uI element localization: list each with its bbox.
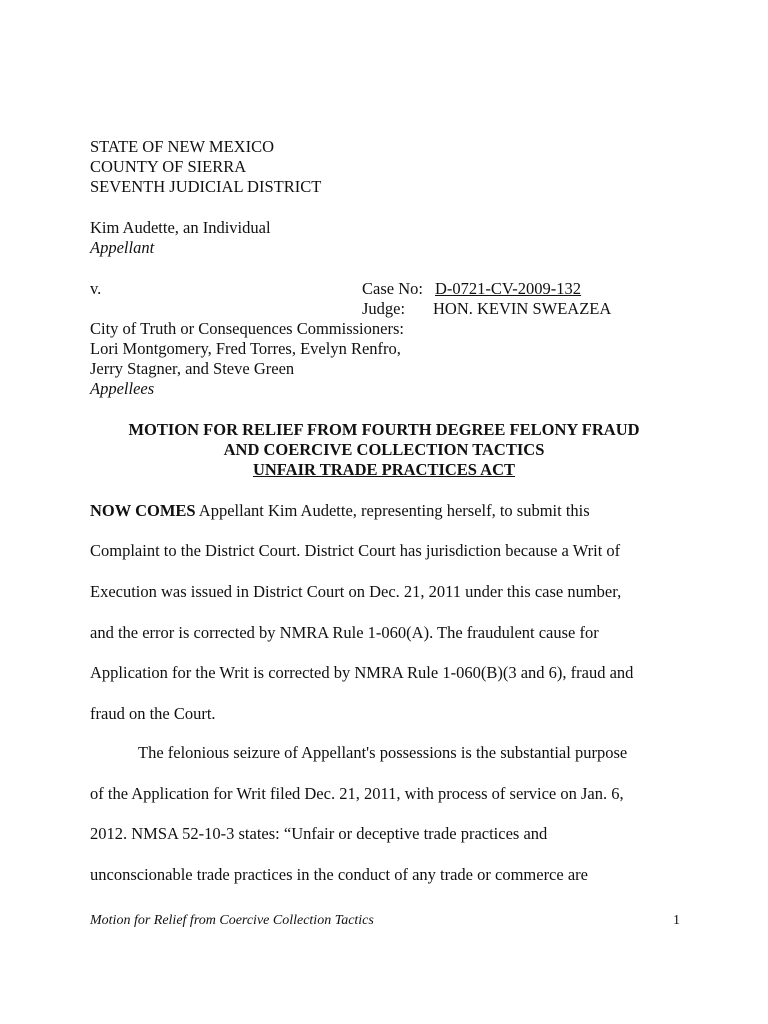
appellees-line-2: Lori Montgomery, Fred Torres, Evelyn Renfro, [90, 339, 401, 358]
body-p2-line-3: 2012. NMSA 52-10-3 states: “Unfair or deceptive trade practices and [90, 824, 548, 843]
body-p1-line-1-rest: Appellant Kim Audette, representing herself, to submit this [195, 501, 590, 520]
body-p2-line-4: unconscionable trade practices in the conduct of any trade or commerce are [90, 865, 588, 884]
court-county: COUNTY OF SIERRA [90, 157, 247, 176]
appellant-role: Appellant [90, 238, 155, 257]
body-p1-line-1 [90, 501, 590, 521]
appellees-role: Appellees [90, 379, 155, 398]
motion-title-line-2: AND COERCIVE COLLECTION TACTICS [223, 440, 545, 459]
motion-title-line-3 [0, 460, 768, 480]
page-number: 1 [673, 913, 680, 928]
body-p2-line-1: The felonious seizure of Appellant's possessions is the substantial purpose [138, 743, 628, 762]
court-district: SEVENTH JUDICIAL DISTRICT [90, 177, 322, 196]
versus: v. [90, 279, 102, 298]
motion-title-line-1: MOTION FOR RELIEF FROM FOURTH DEGREE FELONY FRAUD [128, 420, 640, 439]
body-p1-line-3: Execution was issued in District Court on Dec. 21, 2011 under this case number, [90, 582, 622, 601]
body-p1-line-2: Complaint to the District Court. District Court has jurisdiction because a Writ of [90, 541, 621, 560]
case-number-label: Case No: [362, 279, 423, 298]
body-p1-line-4: and the error is corrected by NMRA Rule 1-060(A). The fraudulent cause for [90, 623, 599, 642]
case-number: D-0721-CV-2009-132 [435, 279, 582, 298]
appellant-name: Kim Audette, an Individual [90, 218, 271, 237]
appellees-line-3: Jerry Stagner, and Steve Green [90, 359, 295, 378]
court-state: STATE OF NEW MEXICO [90, 137, 274, 156]
body-p1-lead: NOW COMES [90, 501, 196, 520]
judge-name: HON. KEVIN SWEAZEA [433, 299, 612, 318]
body-p2-line-2: of the Application for Writ filed Dec. 21, 2011, with process of service on Jan. 6, [90, 784, 624, 803]
appellees-line-1: City of Truth or Consequences Commissioners: [90, 319, 404, 338]
motion-title-underlined: UNFAIR TRADE PRACTICES ACT [252, 460, 516, 479]
body-p1-line-6: fraud on the Court. [90, 704, 216, 723]
body-p1-line-5: Application for the Writ is corrected by NMRA Rule 1-060(B)(3 and 6), fraud and [90, 663, 634, 682]
footer-title: Motion for Relief from Coercive Collection Tactics [90, 913, 374, 928]
judge-label: Judge: [362, 299, 406, 318]
